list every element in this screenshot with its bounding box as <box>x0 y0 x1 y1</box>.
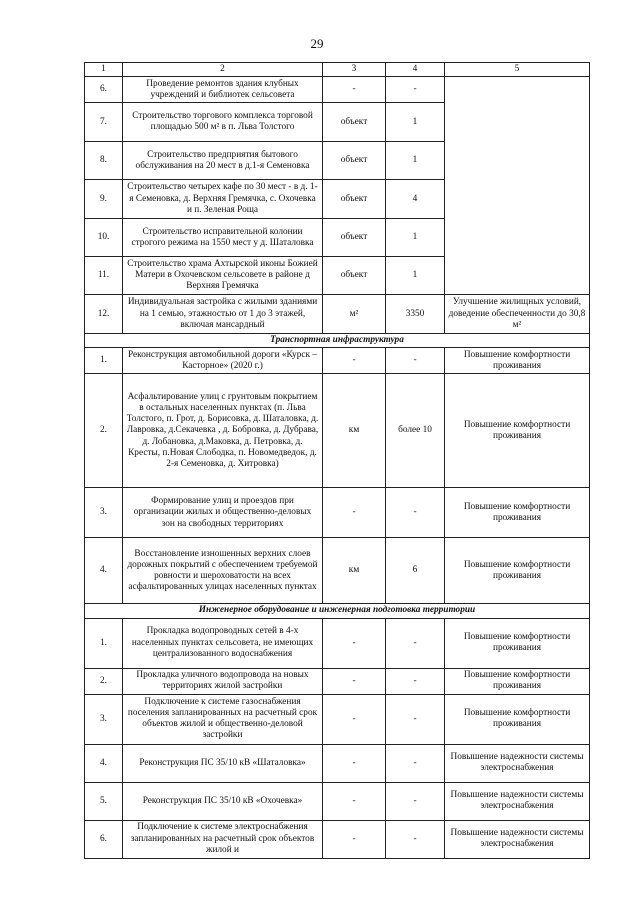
header-cell: 4 <box>386 63 445 77</box>
row-unit: - <box>323 348 386 374</box>
row-effect: Улучшение жилищных условий, доведение обеспеченности до 30,8 м² <box>445 295 590 334</box>
row-qty: - <box>386 488 445 538</box>
row-unit: объект <box>323 257 386 295</box>
row-number: 7. <box>85 103 123 142</box>
row-number: 8. <box>85 142 123 180</box>
table-row <box>85 295 590 334</box>
header-cell: 3 <box>323 63 386 77</box>
header-cell: 5 <box>445 63 590 77</box>
row-number: 1. <box>85 348 123 374</box>
table-row <box>85 744 590 782</box>
table-row <box>85 668 590 694</box>
row-effect: Повышение надежности системы электроснабжения <box>445 820 590 858</box>
row-name: Реконструкция автомобильной дороги «Курск – Касторное» (2020 г.) <box>123 348 323 374</box>
row-unit: объект <box>323 219 386 257</box>
row-unit: м² <box>323 295 386 334</box>
row-effect: Повышение надежности системы электроснабжения <box>445 782 590 820</box>
row-effect: Повышение комфортности проживания <box>445 374 590 488</box>
row-unit: - <box>323 77 386 103</box>
row-name: Строительство храма Ахтырской иконы Божией Матери в Охочевском сельсовете в районе д Верхняя Гремячка <box>123 257 323 295</box>
row-qty: 1 <box>386 257 445 295</box>
page-number: 29 <box>310 36 324 51</box>
table-row <box>85 538 590 604</box>
row-name: Асфальтирование улиц с грунтовым покрытием в остальных населенных пунктах (п. Льва Толстого, п. Грот, д. Борисовка, д. Шаталовка, д. Лавровка, д.Секачевка , д. Бобровка, д. Дубрава, д. Лобановка, д.Маковка, д. Петровка, д. Кресты, п.Новая Слободка, п. Новомедведок, д. 2-я Семеновка, д. Хитровка) <box>123 374 323 488</box>
row-name: Строительство предприятия бытового обслуживания на 20 мест в д.1-я Семеновка <box>123 142 323 180</box>
row-unit: - <box>323 820 386 858</box>
row-qty: - <box>386 77 445 103</box>
section-title-engineering: Инженерное оборудование и инженерная подготовка территории <box>85 604 590 618</box>
row-qty: - <box>386 348 445 374</box>
row-name: Индивидуальная застройка с жилыми зданиями на 1 семью, этажностью от 1 до 3 этажей, включая мансардный <box>123 295 323 334</box>
row-qty: 1 <box>386 219 445 257</box>
row-number: 3. <box>85 694 123 744</box>
row-unit: - <box>323 782 386 820</box>
row-effect: Повышение комфортности проживания <box>445 618 590 668</box>
row-name: Восстановление изношенных верхних слоев дорожных покрытий с обеспечением требуемой ровности и шероховатости на всех асфальтированных улицах населенных пунктах <box>123 538 323 604</box>
row-qty: 6 <box>386 538 445 604</box>
row-effect <box>445 77 590 295</box>
row-number: 4. <box>85 744 123 782</box>
row-name: Реконструкция ПС 35/10 кВ «Шаталовка» <box>123 744 323 782</box>
row-effect: Повышение комфортности проживания <box>445 538 590 604</box>
row-number: 2. <box>85 374 123 488</box>
table-row <box>85 77 590 103</box>
row-qty: - <box>386 744 445 782</box>
row-unit: - <box>323 668 386 694</box>
row-name: Прокладка водопроводных сетей в 4-х населенных пунктах сельсовета, не имеющих централизованного водоснабжения <box>123 618 323 668</box>
row-unit: - <box>323 694 386 744</box>
measures-table <box>84 62 590 859</box>
row-name: Подключение к системе электроснабжения запланированных на расчетный срок объектов жилой и <box>123 820 323 858</box>
row-qty: - <box>386 668 445 694</box>
row-unit: объект <box>323 103 386 142</box>
row-name: Подключение к системе газоснабжения поселения запланированных на расчетный срок объектов жилой и общественно-деловой застройки <box>123 694 323 744</box>
row-number: 6. <box>85 77 123 103</box>
row-number: 1. <box>85 618 123 668</box>
section-header-row <box>85 604 590 618</box>
row-effect: Повышение комфортности проживания <box>445 694 590 744</box>
row-number: 4. <box>85 538 123 604</box>
row-name: Формирование улиц и проездов при организации жилых и общественно-деловых зон на свободных территориях <box>123 488 323 538</box>
table-row <box>85 488 590 538</box>
table-row <box>85 694 590 744</box>
row-number: 5. <box>85 782 123 820</box>
row-name: Строительство исправительной колонии строгого режима на 1550 мест у д. Шаталовка <box>123 219 323 257</box>
row-qty: более 10 <box>386 374 445 488</box>
row-unit: км <box>323 374 386 488</box>
row-qty: - <box>386 694 445 744</box>
table-row <box>85 782 590 820</box>
row-qty: - <box>386 618 445 668</box>
row-qty: 1 <box>386 103 445 142</box>
header-cell: 2 <box>123 63 323 77</box>
row-unit: км <box>323 538 386 604</box>
row-name: Строительство торгового комплекса торговой площадью 500 м² в п. Льва Толстого <box>123 103 323 142</box>
row-unit: - <box>323 618 386 668</box>
row-number: 3. <box>85 488 123 538</box>
row-effect: Повышение комфортности проживания <box>445 348 590 374</box>
row-name: Проведение ремонтов здания клубных учреждений и библиотек сельсовета <box>123 77 323 103</box>
row-qty: 3350 <box>386 295 445 334</box>
table-row <box>85 374 590 488</box>
row-number: 9. <box>85 180 123 219</box>
row-unit: объект <box>323 142 386 180</box>
row-unit: - <box>323 488 386 538</box>
section-header-row <box>85 334 590 348</box>
row-name: Строительство четырех кафе по 30 мест - в д. 1-я Семеновка, д. Верхняя Гремячка, с. Охочевка и п. Зеленая Роща <box>123 180 323 219</box>
header-row <box>85 63 590 77</box>
section-title-transport: Транспортная инфраструктура <box>85 334 590 348</box>
row-number: 2. <box>85 668 123 694</box>
table-row <box>85 348 590 374</box>
row-number: 12. <box>85 295 123 334</box>
row-name: Реконструкция ПС 35/10 кВ «Охочевка» <box>123 782 323 820</box>
row-unit: - <box>323 744 386 782</box>
row-qty: 1 <box>386 142 445 180</box>
row-effect: Повышение комфортности проживания <box>445 488 590 538</box>
table-row <box>85 820 590 858</box>
row-qty: 4 <box>386 180 445 219</box>
row-unit: объект <box>323 180 386 219</box>
header-cell: 1 <box>85 63 123 77</box>
row-qty: - <box>386 782 445 820</box>
row-number: 10. <box>85 219 123 257</box>
row-qty: - <box>386 820 445 858</box>
row-name: Прокладка уличного водопровода на новых территориях жилой застройки <box>123 668 323 694</box>
row-effect: Повышение надежности системы электроснабжения <box>445 744 590 782</box>
row-effect: Повышение комфортности проживания <box>445 668 590 694</box>
row-number: 6. <box>85 820 123 858</box>
table-row <box>85 618 590 668</box>
row-number: 11. <box>85 257 123 295</box>
